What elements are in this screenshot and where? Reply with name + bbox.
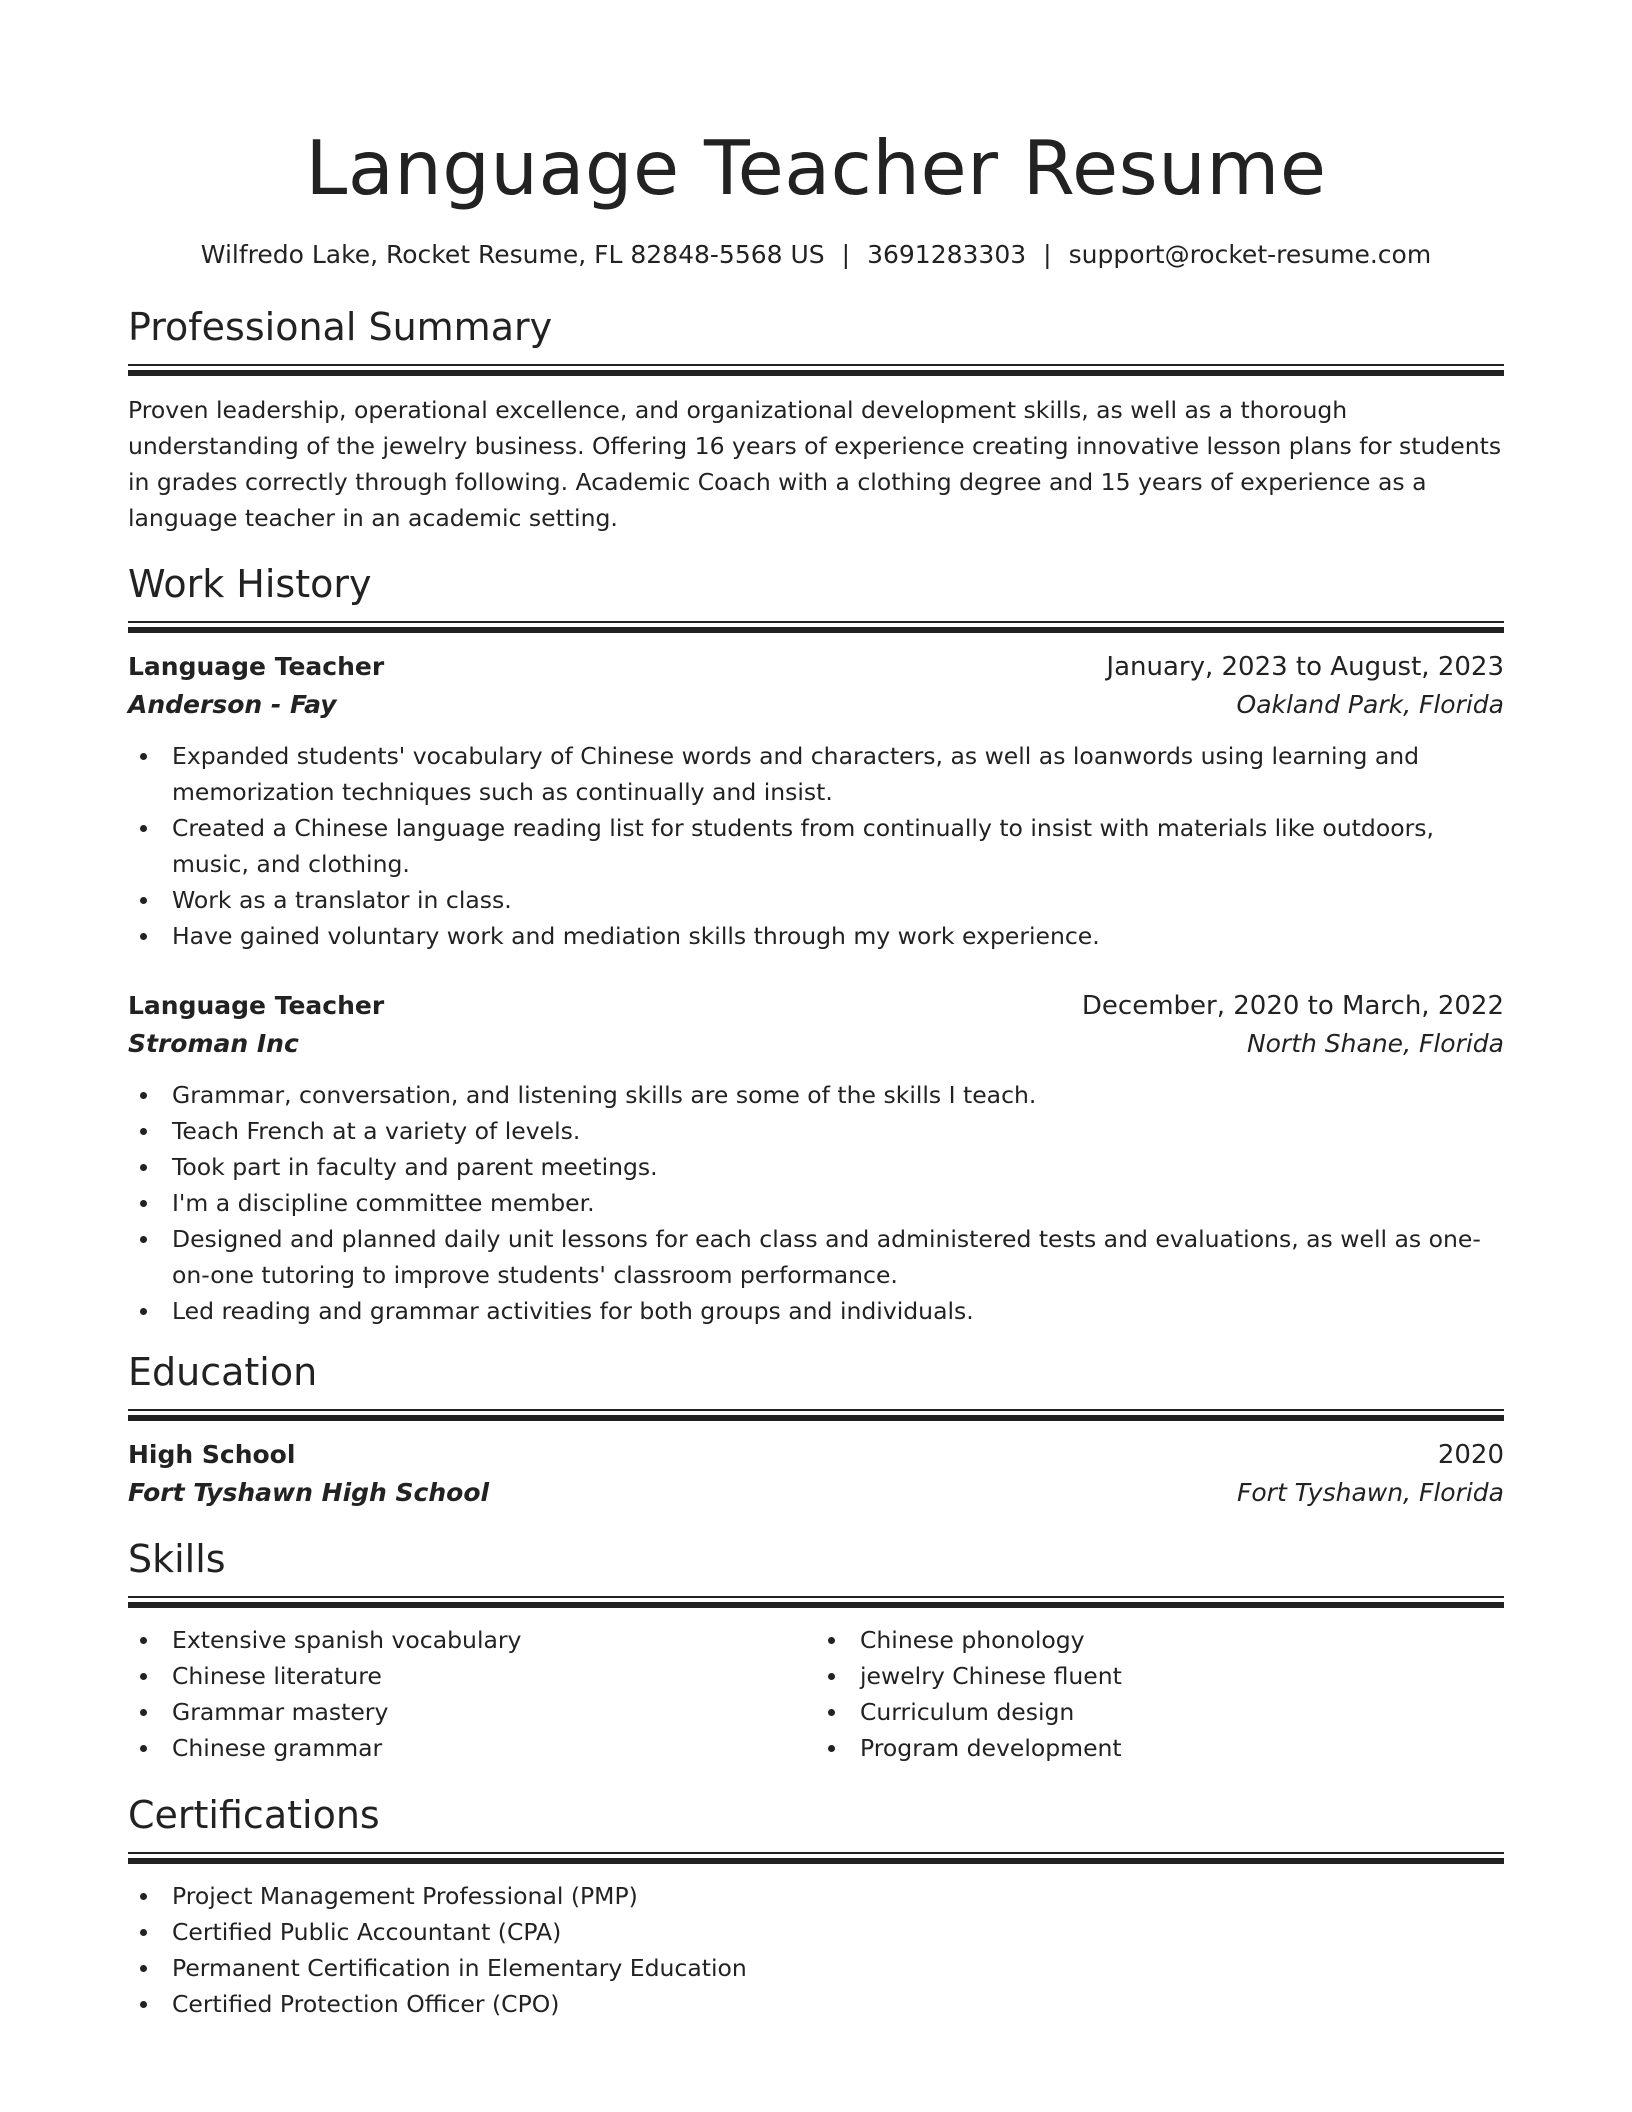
education-school: Fort Tyshawn High School xyxy=(128,1478,490,1507)
education-subheader-row xyxy=(128,1474,1504,1512)
skills-column-right xyxy=(816,1622,1504,1766)
job-location: North Shane, Florida xyxy=(1246,1029,1504,1058)
education-header-row xyxy=(128,1436,1504,1474)
education-section xyxy=(128,1347,1504,1512)
list-item: Permanent Certification in Elementary Education xyxy=(128,1950,1504,1986)
list-item: I'm a discipline committee member. xyxy=(128,1185,1504,1221)
job-subheader-row xyxy=(128,1025,1504,1063)
list-item: Extensive spanish vocabulary xyxy=(128,1622,816,1658)
section-heading-education: Education xyxy=(128,1350,318,1394)
job-title: Language Teacher xyxy=(128,991,385,1020)
job-bullets xyxy=(128,1077,1504,1329)
list-item: Took part in faculty and parent meetings. xyxy=(128,1149,1504,1185)
job-title: Language Teacher xyxy=(128,652,385,681)
education-location: Fort Tyshawn, Florida xyxy=(1236,1478,1504,1507)
education-degree: High School xyxy=(128,1440,296,1469)
list-item: Certified Protection Officer (CPO) xyxy=(128,1986,1504,2022)
job-entry xyxy=(128,987,1504,1329)
resume-title: Language Teacher Resume xyxy=(305,124,1327,212)
job-subheader-row xyxy=(128,686,1504,724)
job-header-row xyxy=(128,987,1504,1025)
contact-email: support@rocket-resume.com xyxy=(1068,240,1432,269)
section-heading-summary: Professional Summary xyxy=(128,305,553,349)
contact-phone: 3691283303 xyxy=(867,240,1027,269)
job-dates: December, 2020 to March, 2022 xyxy=(1081,991,1504,1021)
job-entry xyxy=(128,648,1504,954)
section-divider xyxy=(128,1596,1504,1610)
summary-section xyxy=(128,302,1504,536)
section-divider xyxy=(128,621,1504,635)
contact-separator: | xyxy=(841,240,851,269)
section-divider xyxy=(128,1852,1504,1866)
certifications-section xyxy=(128,1790,1504,2022)
section-heading-work-history: Work History xyxy=(128,562,372,606)
job-company: Anderson - Fay xyxy=(128,690,337,719)
list-item: Grammar, conversation, and listening skills are some of the skills I teach. xyxy=(128,1077,1504,1113)
list-item: Work as a translator in class. xyxy=(128,882,1504,918)
resume-content xyxy=(128,120,1504,2022)
education-year: 2020 xyxy=(1437,1440,1504,1470)
list-item: Program development xyxy=(816,1730,1504,1766)
section-heading-skills: Skills xyxy=(128,1537,226,1581)
list-item: Designed and planned daily unit lessons for each class and administered tests and evaluations, as well as one-on-one tutoring to improve students' classroom performance. xyxy=(128,1221,1504,1293)
job-dates: January, 2023 to August, 2023 xyxy=(1106,652,1504,682)
job-header-row xyxy=(128,648,1504,686)
list-item: Created a Chinese language reading list for students from continually to insist with materials like outdoors, music, and clothing. xyxy=(128,810,1504,882)
list-item: Led reading and grammar activities for both groups and individuals. xyxy=(128,1293,1504,1329)
section-divider xyxy=(128,364,1504,378)
list-item: Chinese phonology xyxy=(816,1622,1504,1658)
work-history-section xyxy=(128,559,1504,1329)
certifications-list xyxy=(128,1878,1504,2022)
list-item: Curriculum design xyxy=(816,1694,1504,1730)
contact-address: Wilfredo Lake, Rocket Resume, FL 82848-5568 US xyxy=(200,240,825,269)
job-bullets xyxy=(128,738,1504,954)
list-item: Teach French at a variety of levels. xyxy=(128,1113,1504,1149)
list-item: Grammar mastery xyxy=(128,1694,816,1730)
contact-line xyxy=(128,238,1504,272)
contact-separator: | xyxy=(1043,240,1052,269)
list-item: Expanded students' vocabulary of Chinese words and characters, as well as loanwords using learning and memorization techniques such as continually and insist. xyxy=(128,738,1504,810)
list-item: Chinese grammar xyxy=(128,1730,816,1766)
job-location: Oakland Park, Florida xyxy=(1236,690,1504,719)
job-company: Stroman Inc xyxy=(128,1029,299,1058)
list-item: jewelry Chinese fluent xyxy=(816,1658,1504,1694)
skills-grid xyxy=(128,1622,1504,1766)
list-item: Project Management Professional (PMP) xyxy=(128,1878,1504,1914)
list-item: Certified Public Accountant (CPA) xyxy=(128,1914,1504,1950)
list-item: Have gained voluntary work and mediation skills through my work experience. xyxy=(128,918,1504,954)
section-heading-certifications: Certifications xyxy=(128,1793,380,1837)
skills-column-left xyxy=(128,1622,816,1766)
list-item: Chinese literature xyxy=(128,1658,816,1694)
section-divider xyxy=(128,1409,1504,1423)
summary-text: Proven leadership, operational excellence, and organizational development skills, as well as a thorough understanding of the jewelry business. Offering 16 years of experience creating innovative lesson plans for students in grades correctly through following. Academic Coach with a clothing degree and 15 years of experience as a language teacher in an academic setting. xyxy=(128,396,1502,532)
education-entry xyxy=(128,1436,1504,1512)
skills-section xyxy=(128,1534,1504,1766)
